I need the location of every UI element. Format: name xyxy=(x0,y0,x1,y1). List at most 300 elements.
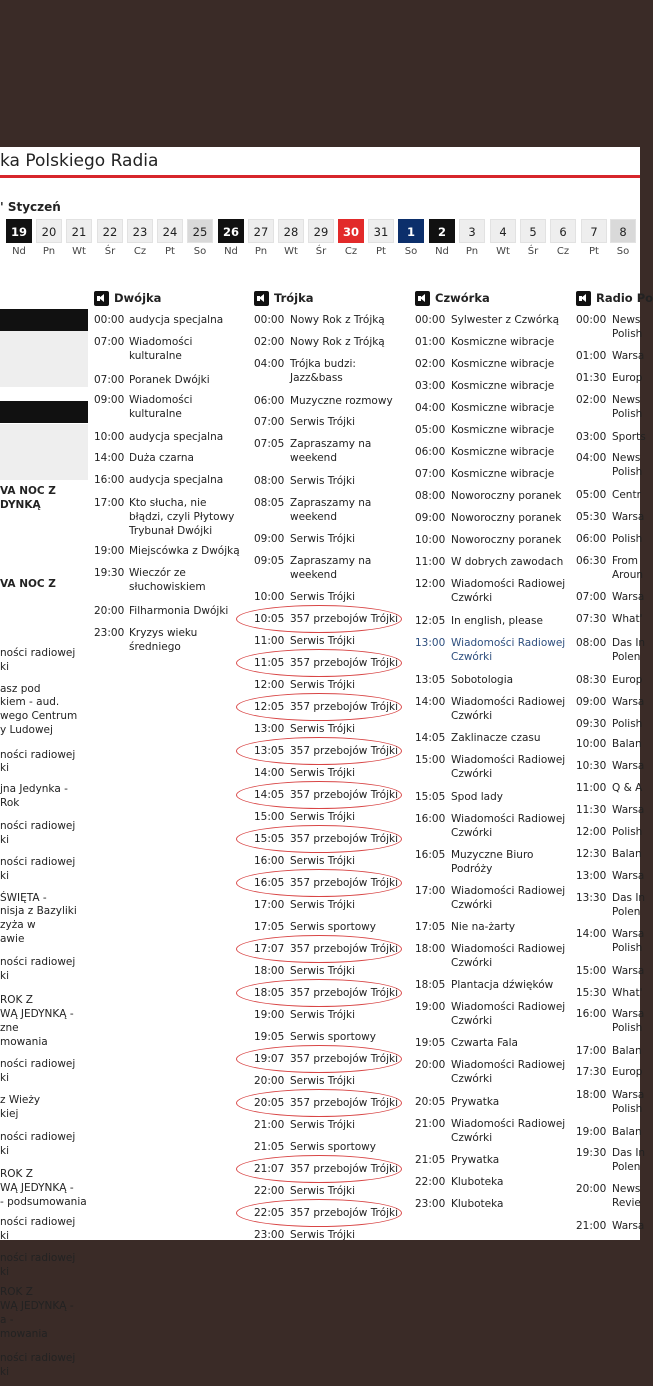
month-label: ' Styczeń xyxy=(0,200,61,214)
program-title[interactable]: News Revie xyxy=(612,1183,641,1209)
program-time: 14:00 xyxy=(94,452,125,464)
date-number: 29 xyxy=(308,219,334,243)
program-title[interactable]: Serwis Trójki xyxy=(290,533,356,545)
program-title[interactable]: Wiadomości kulturalne xyxy=(129,336,193,362)
program-title[interactable]: Das In Polen xyxy=(612,892,646,918)
program-title[interactable]: Balan xyxy=(612,1045,642,1057)
program-title[interactable]: audycja specjalna xyxy=(129,314,224,326)
channel-name: Trójka xyxy=(274,291,314,305)
program-time: 07:00 xyxy=(576,591,607,603)
program-title[interactable]: Balan xyxy=(612,738,642,750)
program-time: 21:05 xyxy=(415,1154,446,1166)
jedynka-program-text[interactable]: ROK Z xyxy=(0,994,33,1006)
program-title[interactable]: Warsa xyxy=(612,760,645,772)
program-title[interactable]: Sylwester z Czwórką xyxy=(451,314,560,326)
jedynka-program-text[interactable]: y Ludowej xyxy=(0,724,53,736)
speaker-icon[interactable] xyxy=(254,291,269,306)
program-time: 04:00 xyxy=(415,402,446,414)
program-time: 19:00 xyxy=(415,1001,446,1013)
program-title[interactable]: 357 przebojów Trójki xyxy=(290,745,398,757)
program-time: 20:00 xyxy=(94,605,125,617)
jedynka-program-text[interactable]: ki xyxy=(0,762,9,774)
program-title[interactable]: Filharmonia Dwójki xyxy=(129,605,229,617)
program-time: 19:07 xyxy=(254,1053,285,1065)
jedynka-program-text[interactable]: ROK Z xyxy=(0,1168,33,1180)
program-time: 17:05 xyxy=(254,921,285,933)
program-title[interactable]: Serwis Trójki xyxy=(290,591,356,603)
program-title[interactable]: Wiadomości Radiowej Czwórki xyxy=(451,696,566,722)
jedynka-program-text[interactable]: ności radiowej xyxy=(0,749,76,761)
jedynka-program-text[interactable]: mowania xyxy=(0,1036,48,1048)
jedynka-program-text[interactable]: wego Centrum xyxy=(0,710,78,722)
jedynka-program-text[interactable]: ki xyxy=(0,1266,9,1278)
date-button-30[interactable] xyxy=(338,219,364,257)
program-title[interactable]: Wiadomości Radiowej Czwórki xyxy=(451,1059,566,1085)
weekday-label: Cz xyxy=(344,246,358,257)
speaker-icon[interactable] xyxy=(415,291,430,306)
program-title[interactable]: Serwis Trójki xyxy=(290,723,356,735)
jedynka-program-text[interactable]: Rok xyxy=(0,797,20,809)
program-time: 06:00 xyxy=(254,395,285,407)
program-title[interactable]: Warsa xyxy=(612,511,645,523)
program-title[interactable]: Europ xyxy=(612,1066,643,1078)
program-title[interactable]: Prywatka xyxy=(451,1154,500,1166)
program-time: 19:05 xyxy=(254,1031,285,1043)
channel-header-radio-poland[interactable] xyxy=(576,287,653,309)
jedynka-program-text[interactable]: z Wieży xyxy=(0,1094,41,1106)
program-title[interactable]: Serwis Trójki xyxy=(290,1119,356,1131)
date-number: 23 xyxy=(127,219,153,243)
jedynka-program-text[interactable]: - podsumowania xyxy=(0,1196,87,1208)
program-time: 12:05 xyxy=(415,615,446,627)
program-time: 10:00 xyxy=(576,738,607,750)
weekday-label: Cz xyxy=(556,246,570,257)
program-time: 03:00 xyxy=(576,431,607,443)
program-title[interactable]: 357 przebojów Trójki xyxy=(290,1163,398,1175)
jedynka-program-text[interactable]: ności radiowej xyxy=(0,647,76,659)
highlight-circle xyxy=(236,869,402,897)
jedynka-program-text[interactable]: ności radiowej xyxy=(0,1058,76,1070)
program-title[interactable]: Serwis Trójki xyxy=(290,635,356,647)
jedynka-program-text[interactable]: ności radiowej xyxy=(0,1131,76,1143)
channel-name: Dwójka xyxy=(114,291,162,305)
program-time: 17:00 xyxy=(254,899,285,911)
weekday-label: So xyxy=(193,246,207,257)
program-title[interactable]: Polish xyxy=(612,533,643,545)
program-title[interactable]: W dobrych zawodach xyxy=(451,556,564,568)
program-time: 16:00 xyxy=(415,813,446,825)
date-button-29[interactable] xyxy=(308,219,334,257)
jedynka-program-text[interactable]: awie xyxy=(0,933,25,945)
program-time: 07:30 xyxy=(576,613,607,625)
program-title[interactable]: audycja specjalna xyxy=(129,431,224,443)
jedynka-program-text[interactable]: zyża w xyxy=(0,919,36,931)
program-title[interactable]: 357 przebojów Trójki xyxy=(290,1207,398,1219)
program-title[interactable]: Balan xyxy=(612,1126,642,1138)
date-button-4[interactable] xyxy=(490,219,516,257)
program-time: 10:00 xyxy=(94,431,125,443)
program-time: 23:00 xyxy=(415,1198,446,1210)
program-time: 17:07 xyxy=(254,943,285,955)
program-time: 20:05 xyxy=(415,1096,446,1108)
program-title[interactable]: Wiadomości Radiowej Czwórki xyxy=(451,754,566,780)
program-title[interactable]: Wiadomości Radiowej Czwórki xyxy=(451,885,566,911)
program-title[interactable]: Plantacja dźwięków xyxy=(451,979,554,991)
jedynka-program-text[interactable]: ności radiowej xyxy=(0,820,76,832)
program-title[interactable]: Prywatka xyxy=(451,1096,500,1108)
program-time: 13:05 xyxy=(254,745,285,757)
program-time: 21:00 xyxy=(576,1220,607,1232)
program-title[interactable]: What' xyxy=(612,613,643,625)
program-title[interactable]: Europ xyxy=(612,674,643,686)
date-number: 31 xyxy=(368,219,394,243)
program-time: 15:00 xyxy=(576,965,607,977)
program-title[interactable]: Polish xyxy=(612,826,643,838)
date-button-31[interactable] xyxy=(368,219,394,257)
date-number: 30 xyxy=(338,219,364,243)
date-button-25[interactable] xyxy=(187,219,213,257)
program-title[interactable]: Zapraszamy na weekend xyxy=(290,497,372,523)
program-title[interactable]: Serwis Trójki xyxy=(290,475,356,487)
program-title[interactable]: From Aroun xyxy=(612,555,644,581)
program-time: 10:00 xyxy=(415,534,446,546)
program-time: 18:05 xyxy=(254,987,285,999)
program-title[interactable]: Czwarta Fala xyxy=(451,1037,518,1049)
highlight-circle xyxy=(236,781,402,809)
program-title[interactable]: Kosmiczne wibracje xyxy=(451,424,555,436)
program-time: 17:30 xyxy=(576,1066,607,1078)
program-time: 08:00 xyxy=(576,637,607,649)
program-title[interactable]: Kto słucha, nie błądzi, czyli Płytowy Trybunał Dwójki xyxy=(129,497,235,537)
program-title[interactable]: Serwis Trójki xyxy=(290,1075,356,1087)
program-time: 14:05 xyxy=(254,789,285,801)
program-title[interactable]: Warsa xyxy=(612,804,645,816)
program-title[interactable]: Kosmiczne wibracje xyxy=(451,336,555,348)
program-time: 08:00 xyxy=(415,490,446,502)
program-title[interactable]: 357 przebojów Trójki xyxy=(290,701,398,713)
date-button-23[interactable] xyxy=(127,219,153,257)
program-title[interactable]: Poranek Dwójki xyxy=(129,374,210,386)
date-number: 20 xyxy=(36,219,62,243)
program-title[interactable]: Q & A xyxy=(612,782,643,794)
program-time: 22:05 xyxy=(254,1207,285,1219)
weekday-label: Nd xyxy=(224,246,238,257)
program-title[interactable]: Serwis Trójki xyxy=(290,811,356,823)
date-button-19[interactable] xyxy=(6,219,32,257)
program-title[interactable]: Serwis Trójki xyxy=(290,767,356,779)
program-title[interactable]: Wiadomości Radiowej Czwórki xyxy=(451,637,566,663)
jedynka-program-text[interactable]: ki xyxy=(0,1230,9,1242)
program-title[interactable]: Serwis sportowy xyxy=(290,1141,376,1153)
program-title[interactable]: Muzyczne rozmowy xyxy=(290,395,393,407)
program-title[interactable]: Warsa xyxy=(612,1220,645,1232)
program-title[interactable]: Serwis Trójki xyxy=(290,679,356,691)
date-button-20[interactable] xyxy=(36,219,62,257)
date-button-21[interactable] xyxy=(66,219,92,257)
jedynka-program-text[interactable]: ności radiowej xyxy=(0,956,76,968)
program-title[interactable]: Kluboteka xyxy=(451,1198,504,1210)
jedynka-program-text[interactable]: kiej xyxy=(0,1108,19,1120)
program-title[interactable]: Kosmiczne wibracje xyxy=(451,446,555,458)
program-time: 17:00 xyxy=(415,885,446,897)
program-title[interactable]: Warsa Polish xyxy=(612,1008,645,1034)
speaker-icon[interactable] xyxy=(576,291,591,306)
program-title[interactable]: 357 przebojów Trójki xyxy=(290,1097,398,1109)
program-title[interactable]: Warsa xyxy=(612,965,645,977)
program-title[interactable]: Wieczór ze słuchowiskiem xyxy=(129,567,206,593)
program-time: 07:00 xyxy=(254,416,285,428)
program-title[interactable]: Nowy Rok z Trójką xyxy=(290,314,385,326)
program-title[interactable]: Warsa xyxy=(612,696,645,708)
program-time: 05:00 xyxy=(576,489,607,501)
program-title[interactable]: Kosmiczne wibracje xyxy=(451,468,555,480)
program-title[interactable]: Das In Polen xyxy=(612,637,646,663)
jedynka-program-text[interactable]: ności radiowej xyxy=(0,1252,76,1264)
program-title[interactable]: Serwis sportowy xyxy=(290,1031,376,1043)
program-time: 15:05 xyxy=(254,833,285,845)
date-button-8[interactable] xyxy=(610,219,636,257)
date-number: 6 xyxy=(550,219,576,243)
program-time: 02:00 xyxy=(254,336,285,348)
jedynka-program-text[interactable]: a - xyxy=(0,1314,14,1326)
program-title[interactable]: Noworoczny poranek xyxy=(451,512,562,524)
jedynka-program-text[interactable]: ności radiowej xyxy=(0,856,76,868)
jedynka-program-text[interactable]: nisja z Bazyliki xyxy=(0,905,77,917)
jedynka-program-text[interactable]: ROK Z xyxy=(0,1286,33,1298)
weekday-label: Pn xyxy=(465,246,479,257)
program-title[interactable]: Miejscówka z Dwójką xyxy=(129,545,240,557)
jedynka-program-text[interactable]: WĄ JEDYNKĄ - xyxy=(0,1182,74,1194)
program-time: 14:00 xyxy=(576,928,607,940)
date-button-2[interactable] xyxy=(429,219,455,257)
jedynka-program-text[interactable]: kiem - aud. xyxy=(0,696,60,708)
weekday-label: Pt xyxy=(589,246,599,257)
program-title[interactable]: Sobotologia xyxy=(451,674,514,686)
program-time: 04:00 xyxy=(254,358,285,370)
channel-header-czworka[interactable] xyxy=(415,287,490,309)
program-title[interactable]: Nie na-żarty xyxy=(451,921,516,933)
program-title[interactable]: Centr xyxy=(612,489,641,501)
jedynka-program-text[interactable]: ŚWIĘTA - xyxy=(0,892,47,904)
program-title[interactable]: Warsa xyxy=(612,870,645,882)
jedynka-program-text[interactable]: asz pod xyxy=(0,683,41,695)
program-title[interactable]: Serwis Trójki xyxy=(290,1229,356,1241)
program-time: 19:00 xyxy=(94,545,125,557)
program-time: 23:00 xyxy=(254,1229,285,1241)
jedynka-program-text[interactable]: mowania xyxy=(0,1328,48,1340)
program-time: 08:30 xyxy=(576,674,607,686)
program-title[interactable]: Trójka budzi: Jazz&bass xyxy=(290,358,356,384)
program-time: 15:00 xyxy=(254,811,285,823)
jedynka-program-text[interactable]: VA NOC Z xyxy=(0,485,56,497)
speaker-icon[interactable] xyxy=(94,291,109,306)
date-number: 26 xyxy=(218,219,244,243)
program-time: 06:00 xyxy=(576,533,607,545)
program-title[interactable]: Zapraszamy na weekend xyxy=(290,555,372,581)
weekday-label: Pt xyxy=(165,246,175,257)
program-title[interactable]: Kryzys wieku średniego xyxy=(129,627,198,653)
date-button-6[interactable] xyxy=(550,219,576,257)
program-time: 18:05 xyxy=(415,979,446,991)
program-title[interactable]: 357 przebojów Trójki xyxy=(290,613,398,625)
program-title[interactable]: Europ xyxy=(612,372,643,384)
program-title[interactable]: Zapraszamy na weekend xyxy=(290,438,372,464)
jedynka-program-text[interactable]: ki xyxy=(0,834,9,846)
program-time: 12:00 xyxy=(415,578,446,590)
program-title[interactable]: Duża czarna xyxy=(129,452,194,464)
date-button-27[interactable] xyxy=(248,219,274,257)
jedynka-program-text[interactable]: ki xyxy=(0,1366,9,1378)
program-title[interactable]: Wiadomości Radiowej Czwórki xyxy=(451,813,566,839)
program-title[interactable]: Polish xyxy=(612,718,643,730)
date-button-22[interactable] xyxy=(97,219,123,257)
jedynka-program-text[interactable]: ności radiowej xyxy=(0,1216,76,1228)
program-title[interactable]: 357 przebojów Trójki xyxy=(290,877,398,889)
program-title[interactable]: Sports xyxy=(612,431,646,443)
jedynka-program-text[interactable]: jna Jedynka - xyxy=(0,783,68,795)
jedynka-program-text[interactable]: WĄ JEDYNKĄ - xyxy=(0,1300,74,1312)
program-title[interactable]: 357 przebojów Trójki xyxy=(290,1053,398,1065)
channel-header-trojka[interactable] xyxy=(254,287,314,309)
schedule-page xyxy=(0,147,653,1378)
program-time: 19:05 xyxy=(415,1037,446,1049)
program-time: 19:00 xyxy=(576,1126,607,1138)
weekday-label: Pn xyxy=(254,246,268,257)
program-time: 10:00 xyxy=(254,591,285,603)
program-time: 14:00 xyxy=(254,767,285,779)
jedynka-program-text[interactable]: ki xyxy=(0,1145,9,1157)
program-title[interactable]: Noworoczny poranek xyxy=(451,534,562,546)
program-title[interactable]: 357 przebojów Trójki xyxy=(290,833,398,845)
program-title[interactable]: Warsa Polish xyxy=(612,1089,645,1115)
program-title[interactable]: Das In Polen xyxy=(612,1147,646,1173)
program-title[interactable]: Wiadomości kulturalne xyxy=(129,394,193,420)
program-title[interactable]: audycja specjalna xyxy=(129,474,224,486)
program-time: 19:30 xyxy=(94,567,125,579)
date-number: 1 xyxy=(398,219,424,243)
program-title[interactable]: Muzyczne Biuro Podróży xyxy=(451,849,534,875)
program-title[interactable]: Serwis Trójki xyxy=(290,1009,356,1021)
program-time: 20:05 xyxy=(254,1097,285,1109)
program-time: 16:00 xyxy=(254,855,285,867)
program-title[interactable]: Zaklinacze czasu xyxy=(451,732,541,744)
program-time: 00:00 xyxy=(254,314,285,326)
jedynka-program-text[interactable]: zne xyxy=(0,1022,19,1034)
program-title[interactable]: Wiadomości Radiowej Czwórki xyxy=(451,1118,566,1144)
highlight-circle xyxy=(236,649,402,677)
date-number: 7 xyxy=(581,219,607,243)
program-time: 15:00 xyxy=(415,754,446,766)
channel-banner xyxy=(0,401,88,423)
highlight-circle xyxy=(236,825,402,853)
weekday-label: Cz xyxy=(133,246,147,257)
program-title[interactable]: 357 przebojów Trójki xyxy=(290,987,398,999)
program-title[interactable]: Serwis Trójki xyxy=(290,1185,356,1197)
date-button-1[interactable] xyxy=(398,219,424,257)
program-title[interactable]: Serwis sportowy xyxy=(290,921,376,933)
jedynka-program-text[interactable]: WĄ JEDYNKĄ - xyxy=(0,1008,74,1020)
page-title: ka Polskiego Radia xyxy=(0,151,159,171)
program-title[interactable]: Serwis Trójki xyxy=(290,855,356,867)
program-title[interactable]: News Polish xyxy=(612,314,643,340)
program-title[interactable]: Nowy Rok z Trójką xyxy=(290,336,385,348)
program-time: 17:00 xyxy=(94,497,125,509)
program-title[interactable]: Serwis Trójki xyxy=(290,416,356,428)
program-title[interactable]: Wiadomości Radiowej Czwórki xyxy=(451,1001,566,1027)
program-time: 10:05 xyxy=(254,613,285,625)
weekday-label: Wt xyxy=(284,246,298,257)
date-button-5[interactable] xyxy=(520,219,546,257)
program-title[interactable]: Serwis Trójki xyxy=(290,899,356,911)
program-title[interactable]: 357 przebojów Trójki xyxy=(290,657,398,669)
program-time: 09:30 xyxy=(576,718,607,730)
program-time: 08:00 xyxy=(254,475,285,487)
date-button-26[interactable] xyxy=(218,219,244,257)
date-button-24[interactable] xyxy=(157,219,183,257)
program-time: 01:30 xyxy=(576,372,607,384)
jedynka-program-text[interactable]: DYNKĄ xyxy=(0,499,41,511)
program-time: 16:00 xyxy=(576,1008,607,1020)
jedynka-program-text[interactable]: ności radiowej xyxy=(0,1352,76,1364)
date-button-7[interactable] xyxy=(581,219,607,257)
weekday-label: Pt xyxy=(376,246,386,257)
program-title[interactable]: Kluboteka xyxy=(451,1176,504,1188)
date-button-3[interactable] xyxy=(459,219,485,257)
program-title[interactable]: 357 przebojów Trójki xyxy=(290,943,398,955)
program-time: 12:00 xyxy=(576,826,607,838)
weekday-label: Śr xyxy=(527,246,539,257)
program-title[interactable]: Warsa xyxy=(612,350,645,362)
date-strip xyxy=(0,219,640,261)
highlight-circle xyxy=(236,1045,402,1073)
program-title[interactable]: Wiadomości Radiowej Czwórki xyxy=(451,943,566,969)
program-title[interactable]: Warsa Polish xyxy=(612,928,645,954)
channel-header-dwojka[interactable] xyxy=(94,287,161,309)
program-title[interactable]: In english, please xyxy=(451,615,543,627)
program-title[interactable]: What' xyxy=(612,987,643,999)
jedynka-program-text[interactable]: ki xyxy=(0,1072,9,1084)
weekday-label: So xyxy=(616,246,630,257)
program-title[interactable]: Kosmiczne wibracje xyxy=(451,380,555,392)
program-title[interactable]: Spod lady xyxy=(451,791,503,803)
program-time: 12:00 xyxy=(254,679,285,691)
program-title[interactable]: News Polish xyxy=(612,394,643,420)
program-time: 17:05 xyxy=(415,921,446,933)
program-time: 13:30 xyxy=(576,892,607,904)
jedynka-program-text[interactable]: VA NOC Z xyxy=(0,578,56,590)
program-title[interactable]: Noworoczny poranek xyxy=(451,490,562,502)
program-title[interactable]: Balan xyxy=(612,848,642,860)
program-title[interactable]: Kosmiczne wibracje xyxy=(451,402,555,414)
program-title[interactable]: News Polish xyxy=(612,452,643,478)
program-time: 11:00 xyxy=(576,782,607,794)
jedynka-program-text[interactable]: ki xyxy=(0,661,9,673)
date-button-28[interactable] xyxy=(278,219,304,257)
jedynka-program-text[interactable]: ki xyxy=(0,870,9,882)
program-time: 03:00 xyxy=(415,380,446,392)
weekday-label: Nd xyxy=(435,246,449,257)
program-time: 00:00 xyxy=(576,314,607,326)
jedynka-program-text[interactable]: ki xyxy=(0,970,9,982)
program-time: 12:30 xyxy=(576,848,607,860)
program-title[interactable]: 357 przebojów Trójki xyxy=(290,789,398,801)
program-title[interactable]: Serwis Trójki xyxy=(290,965,356,977)
program-title[interactable]: Kosmiczne wibracje xyxy=(451,358,555,370)
highlight-circle xyxy=(236,1155,402,1183)
program-time: 11:30 xyxy=(576,804,607,816)
program-title[interactable]: Wiadomości Radiowej Czwórki xyxy=(451,578,566,604)
program-title[interactable]: Warsa xyxy=(612,591,645,603)
